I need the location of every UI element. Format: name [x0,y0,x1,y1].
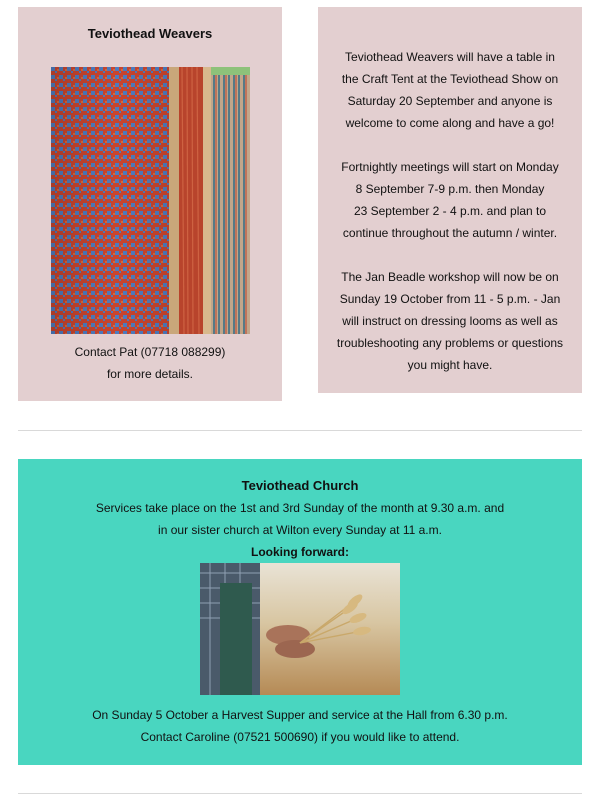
text-line: Services take place on the 1st and 3rd Sunday of the month at 9.30 a.m. and [95,501,505,515]
text-line: welcome to come along and have a go! [345,116,555,130]
workshop-paragraph [332,266,568,376]
weaving-photo [51,67,250,334]
text-line: the Craft Tent at the Teviothead Show on [341,72,559,86]
text-line: Teviothead Weavers will have a table in [345,50,555,64]
text-line: The Jan Beadle workshop will now be on [341,270,559,284]
text-line: in our sister church at Wilton every Sunday at 11 a.m. [158,523,442,537]
church-services-text [18,497,582,541]
text-line: will instruct on dressing looms as well as [342,314,558,328]
show-paragraph [332,46,568,134]
weavers-contact [18,341,282,385]
looking-forward-heading: Looking forward: [251,545,349,559]
text-line: On Sunday 5 October a Harvest Supper and service at the Hall from 6.30 p.m. [92,708,508,722]
church-title: Teviothead Church [241,478,359,493]
text-line: continue throughout the autumn / winter. [342,226,558,240]
section-divider [18,793,582,794]
contact-line: Contact Pat (07718 088299) [74,345,226,359]
weavers-info-card [318,7,582,393]
church-event-text [18,704,582,748]
contact-line: for more details. [106,367,194,381]
church-card [18,459,582,765]
text-line: Saturday 20 September and anyone is [347,94,553,108]
text-line: Contact Caroline (07521 500690) if you would like to attend. [140,730,460,744]
weavers-info-text [332,46,568,398]
text-line: you might have. [407,358,493,372]
section-divider [18,430,582,431]
harvest-photo [200,563,400,695]
text-line: Sunday 19 October from 11 - 5 p.m. - Jan [339,292,561,306]
meetings-paragraph [332,156,568,244]
text-line: Fortnightly meetings will start on Monday [341,160,559,174]
weavers-title: Teviothead Weavers [87,26,213,41]
weavers-card [18,7,282,401]
text-line: troubleshooting any problems or questions [336,336,564,350]
text-line: 23 September 2 - 4 p.m. and plan to [353,204,547,218]
text-line: 8 September 7-9 p.m. then Monday [355,182,545,196]
